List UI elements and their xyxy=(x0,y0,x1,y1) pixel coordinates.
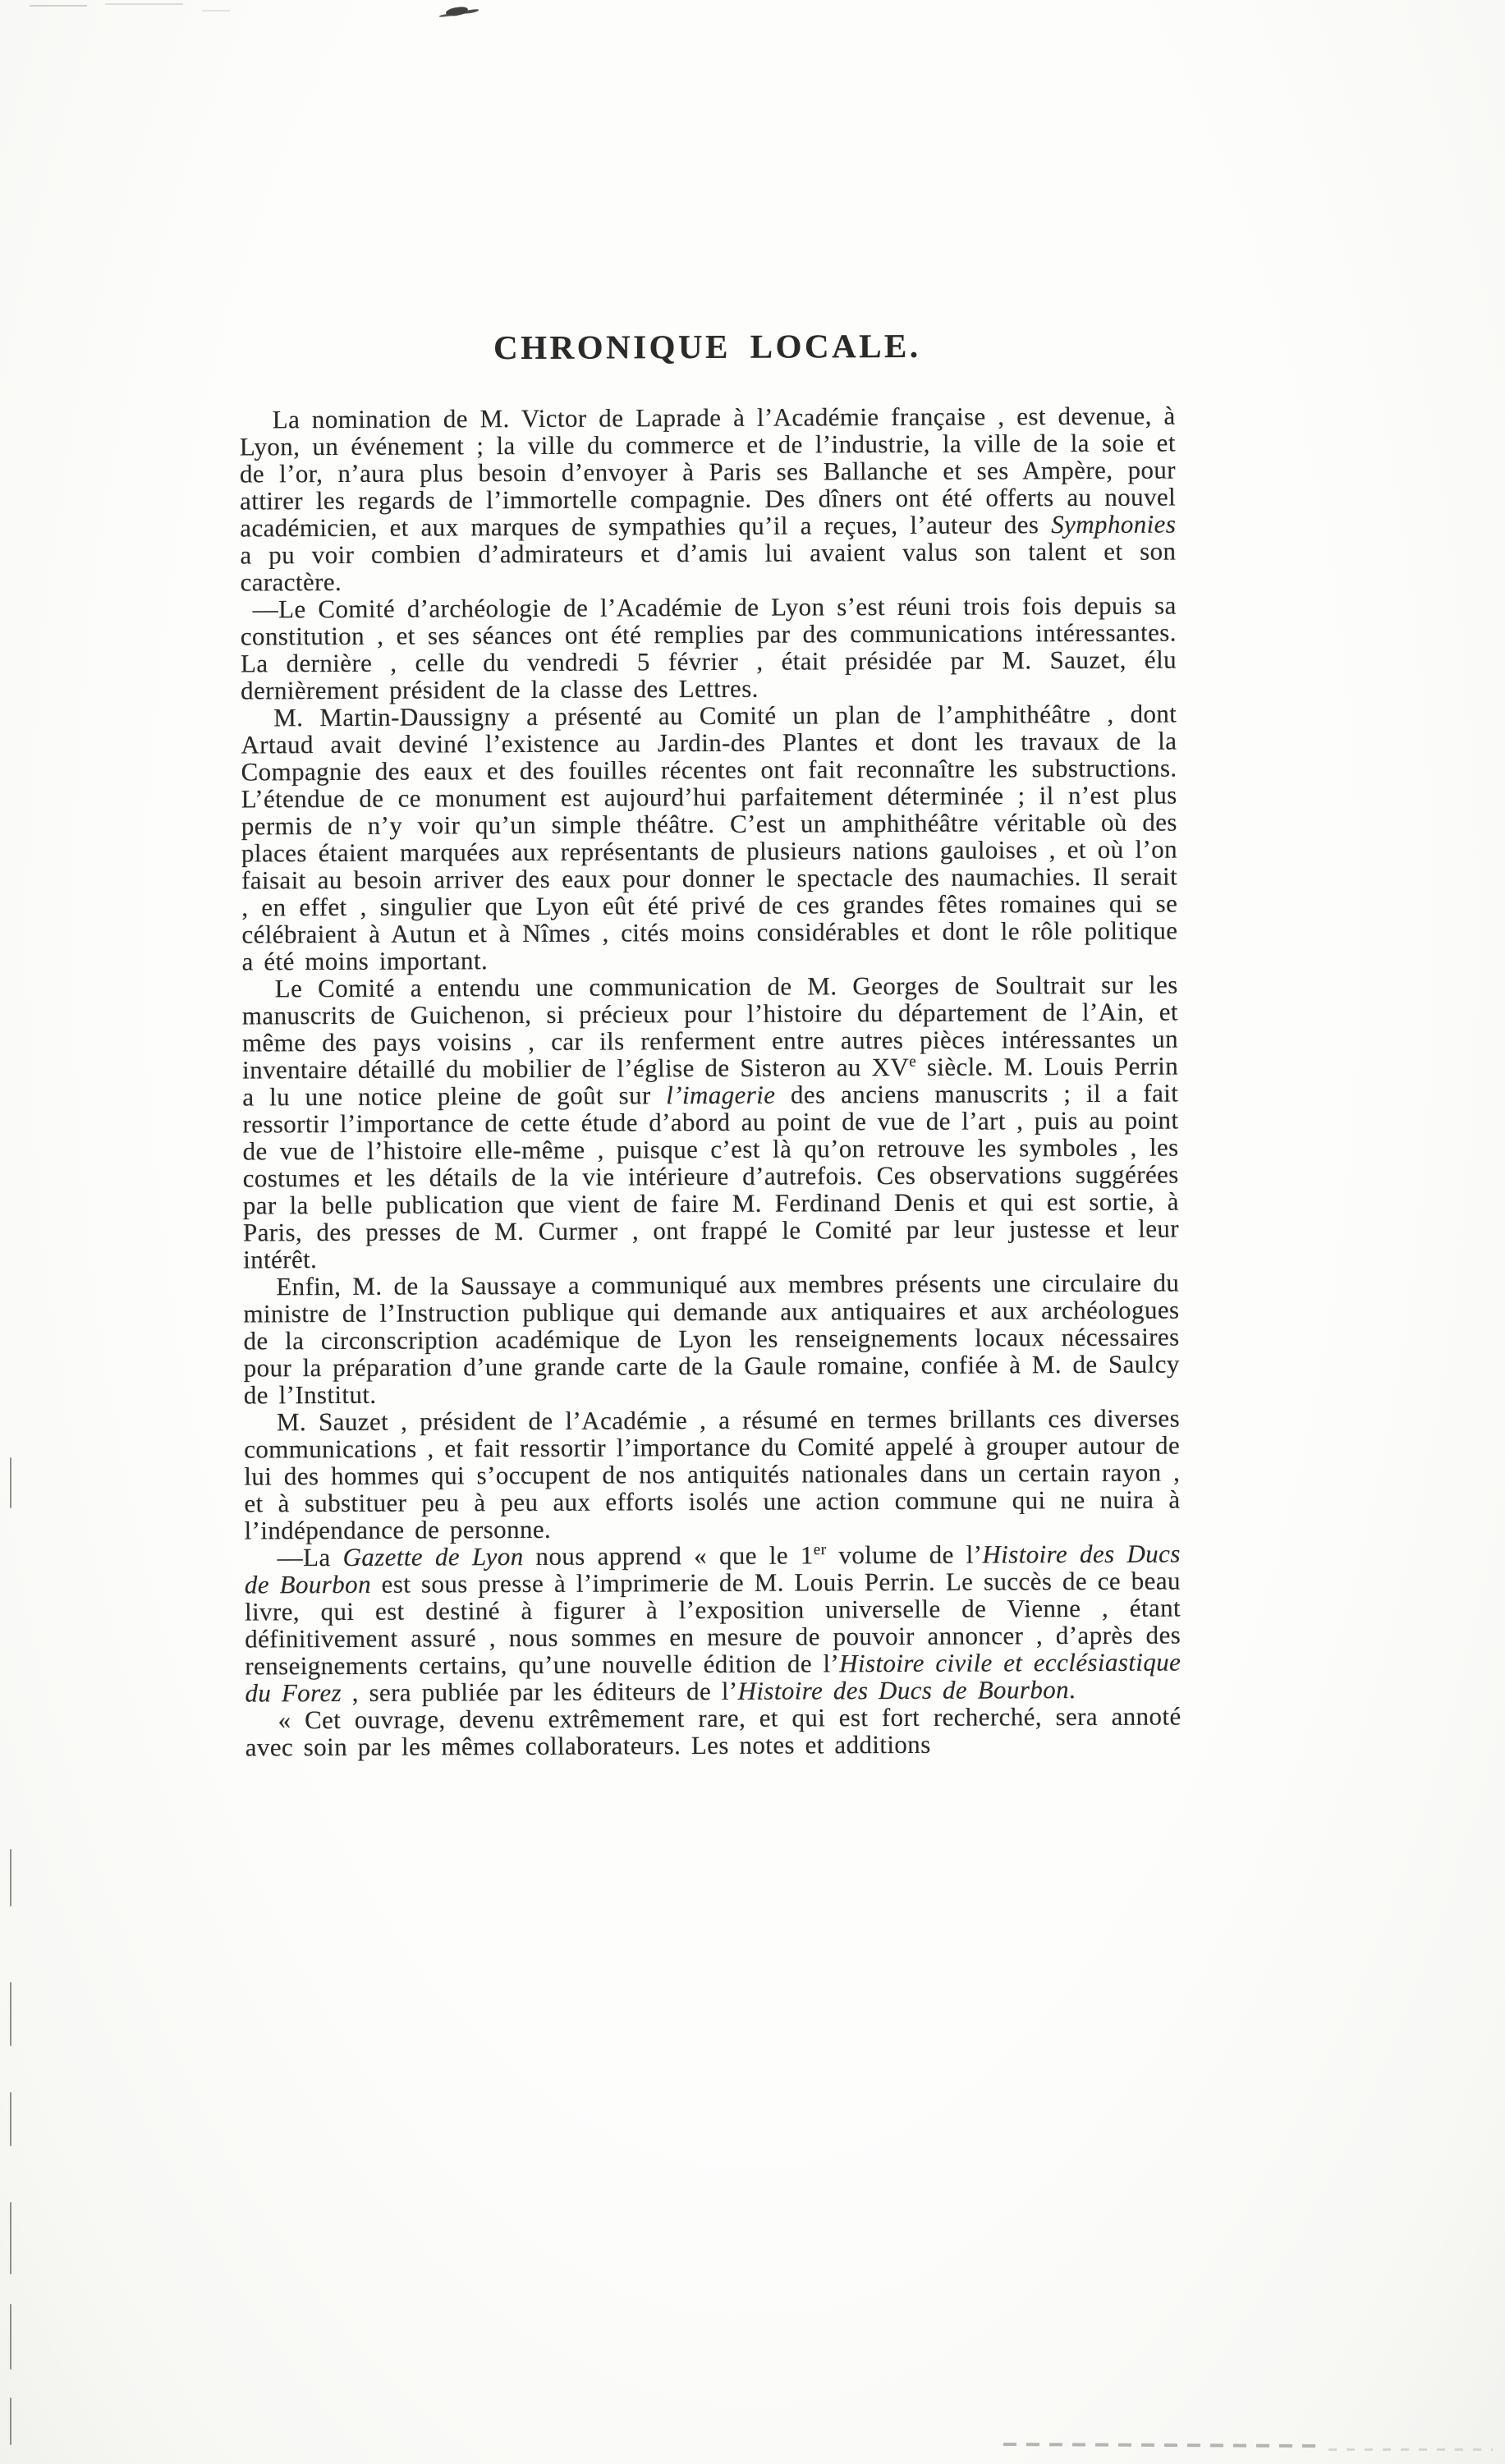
text-segment: « Cet ouvrage, devenu extrêmement rare, et qui est fort recherché, sera annoté avec soin par les mêmes collaborateurs. Les notes et additions xyxy=(245,1701,1182,1762)
paragraph xyxy=(245,1540,1182,1707)
work-title: Symphonies xyxy=(1051,509,1177,539)
ink-smudge-top xyxy=(445,6,468,16)
paragraph xyxy=(244,1405,1181,1544)
text-segment: M. Sauzet , président de l’Académie , a résumé en termes brillants ces diverses communications , et fait ressortir l’importance du Comité appelé à grouper autour de lui des hommes qui s’occupent de nos antiquités nationales dans un certain rayon , et à substituer peu à peu aux efforts isolés une action commune qui ne nuira à l’indépendance de personne. xyxy=(244,1403,1181,1545)
margin-pen-mark xyxy=(10,2202,11,2274)
scan-dash-mark xyxy=(30,5,87,7)
margin-pen-mark xyxy=(10,2304,11,2370)
text-segment: er xyxy=(813,1541,827,1559)
margin-pen-mark xyxy=(10,1849,11,1907)
margin-pen-mark xyxy=(10,2092,11,2146)
paragraph xyxy=(241,700,1177,975)
work-title: Gazette de Lyon xyxy=(342,1541,524,1572)
work-title: l’imagerie xyxy=(666,1080,776,1110)
paragraph xyxy=(242,971,1180,1273)
margin-pen-mark xyxy=(10,1457,11,1508)
text-segment: nous apprend « que le 1 xyxy=(523,1540,814,1571)
scan-dash-mark xyxy=(105,3,183,5)
text-segment: e xyxy=(909,1053,917,1071)
work-title: Histoire civile et ecclésiastique du Forez xyxy=(245,1647,1182,1708)
work-title: Histoire des Ducs de Bourbon xyxy=(244,1539,1181,1599)
paragraph xyxy=(240,402,1177,596)
text-segment: —La xyxy=(277,1542,343,1572)
text-segment: —Le Comité d’archéologie de l’Académie de Lyon s’est réuni trois fois depuis sa constitution , et ses séances ont été remplies par des communications intéressantes. La dernière , celle du vendredi 5 février , était présidée par M. Sauzet, élu dernièrement président de la classe des Lettres. xyxy=(240,590,1177,705)
bottom-scan-streak xyxy=(1328,2448,1493,2451)
page-title: CHRONIQUE LOCALE. xyxy=(493,326,921,367)
paragraph xyxy=(241,592,1177,704)
text-segment: est sous presse à l’imprimerie de M. Louis Perrin. Le succès de ce beau livre, qui est destiné à figurer à l’exposition universelle de Vienne , étant définitivement assuré , nous sommes en mesure de pouvoir annoncer , d’après des renseignements certains, qu’une nouvelle édition de l’ xyxy=(244,1566,1182,1681)
text-segment: La nomination de M. Victor de Laprade à l’Académie française , est devenue, à Lyon, un événement ; la ville du commerce et de l’industrie, la ville de la soie et de l’or, n’aura plus besoin d’envoyer à Paris ses Ballanche et ses Ampère, pour attirer les regards de l’immortelle compagnie. Des dîners ont été offerts au nouvel académicien, et aux marques de sympathies qu’il a reçues, l’auteur des xyxy=(239,401,1177,543)
margin-pen-mark xyxy=(10,1982,11,2046)
text-segment: , sera publiée par les éditeurs de l’ xyxy=(341,1676,738,1707)
text-segment: M. Martin-Daussigny a présenté au Comité un plan de l’amphithéâtre , dont Artaud avait deviné l’existence au Jardin-des Plantes et dont les travaux de la Compagnie des eaux et des fouilles récentes ont fait reconnaître les substructions. L’étendue de ce monument est aujourd’hui parfaitement déterminée ; il n’est plus permis de n’y voir qu’un simple théâtre. C’est un amphithéâtre véritable où des places étaient marquées aux représentants de plusieurs nations gauloises , et où l’on faisait au besoin arriver des eaux pour donner le spectacle des naumachies. Il serait , en effet , singulier que Lyon eût été privé de ces grandes fêtes romaines qui se célébraient à Autun et à Nîmes , cités moins considérables et dont le rôle politique a été moins important. xyxy=(241,699,1178,976)
text-segment: a pu voir combien d’admirateurs et d’amis lui avaient valus son talent et son caractère. xyxy=(240,536,1177,597)
paragraph xyxy=(245,1703,1182,1761)
text-segment: Le Comité a entendu une communication de M. Georges de Soultrait sur les manuscrits de Guichenon, si précieux pour l’histoire du département de l’Ain, et même des pays voisins , car ils renferment entre autres pièces intéressantes un inventaire détaillé du mobilier de l’église de Sisteron au XV xyxy=(241,970,1179,1085)
bottom-scan-streak xyxy=(1003,2443,1315,2448)
text-segment: Enfin, M. de la Saussaye a communiqué aux membres présents une circulaire du ministre de l’Instruction publique qui demande aux antiquaires et aux archéologues de la circonscription académique de Lyon les renseignements locaux nécessaires pour la préparation d’une grande carte de la Gaule romaine, confiée à M. de Saulcy de l’Institut. xyxy=(243,1268,1180,1410)
work-title: Histoire des Ducs de Bourbon xyxy=(737,1675,1070,1705)
text-segment: volume de l’ xyxy=(826,1539,983,1570)
article-body xyxy=(240,402,1182,1761)
text-segment: . xyxy=(1068,1675,1076,1705)
margin-pen-mark xyxy=(10,2397,11,2445)
paragraph xyxy=(243,1269,1180,1409)
text-segment: des anciens manuscrits ; il a fait ressortir l’importance de cette étude d’abord au point de vue de l’art , puis au point de vue de l’histoire elle-même , puisque c’est là qu’on retrouve les symboles , les costumes et les détails de la vie intérieure d’autrefois. Ces observations suggérées par la belle publication que vient de faire M. Ferdinand Denis et qui est sortie, à Paris, des presses de M. Curmer , ont frappé le Comité par leur justesse et leur intérêt. xyxy=(242,1078,1180,1274)
text-segment: siècle. M. Louis Perrin a lu une notice pleine de goût sur xyxy=(242,1051,1179,1112)
scan-dash-mark xyxy=(202,10,230,11)
article xyxy=(239,325,1182,1761)
